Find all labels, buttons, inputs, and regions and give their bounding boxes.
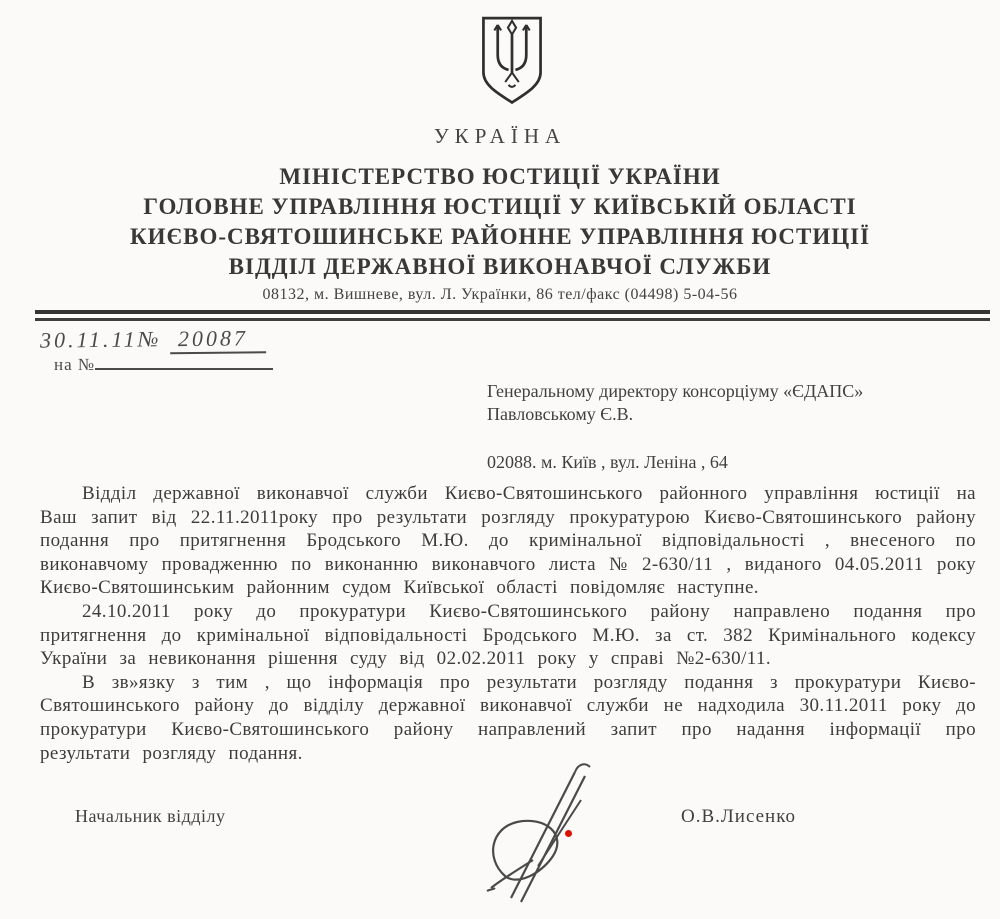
letterhead-org-block — [0, 162, 1000, 282]
ref-number-handwritten: 20087 — [170, 325, 266, 354]
org-line-ministry: МІНІСТЕРСТВО ЮСТИЦІЇ УКРАЇНИ — [279, 164, 721, 189]
org-line-district-department: КИЄВО-СВЯТОШИНСЬКЕ РАЙОННЕ УПРАВЛІННЯ ЮСТИЦІЇ — [129, 224, 871, 249]
recipient-block — [487, 380, 967, 474]
numero-sign: № — [137, 326, 162, 352]
recipient-title: Генеральному директору консорціуму «ЄДАПС» — [487, 381, 864, 401]
letterhead-divider — [35, 310, 990, 321]
recipient-name: Павловському Є.В. — [487, 404, 634, 424]
country-name: УКРАЇНА — [433, 124, 567, 148]
letter-body — [40, 482, 976, 765]
signer-position: Начальник відділу — [75, 806, 226, 826]
paragraph-3: В зв»язку з тим , що інформація про результати розгляду подання з прокуратури Києво-Святошинського району до відділу державної виконавчої служби не надходила 30.11.2011 року до прокуратури Києво-Святошинського району направлений запит про надання інформації про результати розгляду подання. — [40, 671, 976, 764]
org-line-executive-service: ВІДДІЛ ДЕРЖАВНОЇ ВИКОНАВЧОЇ СЛУЖБИ — [228, 254, 772, 279]
reply-to-ref-line — [54, 355, 340, 375]
red-stamp-dot — [565, 830, 572, 837]
ref-date-handwritten: 30.11.11 — [39, 326, 138, 353]
letterhead-address: 08132, м. Вишневе, вул. Л. Українки, 86 тел/факс (04498) 5-04-56 — [262, 286, 738, 303]
outgoing-ref-line — [40, 324, 340, 353]
reply-to-blank-line — [95, 368, 273, 370]
reference-block — [40, 326, 340, 375]
signature-scribble-icon — [483, 758, 628, 913]
paragraph-2: 24.10.2011 року до прокуратури Києво-Святошинського району направлено подання про притягнення до кримінальної відповідальності Бродського М.Ю. за ст. 382 Кримінального кодексу України за невиконання рішення суду від 02.02.2011 року у справі №2-630/11. — [40, 600, 976, 670]
recipient-address: 02088. м. Київ , вул. Леніна , 64 — [487, 452, 728, 472]
ukraine-trident-coat-of-arms-icon — [478, 14, 546, 108]
org-line-main-department: ГОЛОВНЕ УПРАВЛІННЯ ЮСТИЦІЇ У КИЇВСЬКІЙ ОБЛАСТІ — [143, 194, 857, 219]
paragraph-1: Відділ державної виконавчої служби Києво-Святошинського районного управління юстиції на Ваш запит від 22.11.2011року про результати розгляду прокуратурою Києво-Святошинського району подання про притягнення Бродського М.Ю. до кримінальної відповідальності , внесеного по виконавчому провадженню по виконанню виконавчого листа № 2-630/11 , виданого 04.05.2011 року Києво-Святошинським районним судом Київської області повідомляє наступне. — [40, 483, 976, 599]
reply-to-label: на № — [54, 355, 96, 374]
signer-name: О.В.Лисенко — [681, 806, 796, 827]
